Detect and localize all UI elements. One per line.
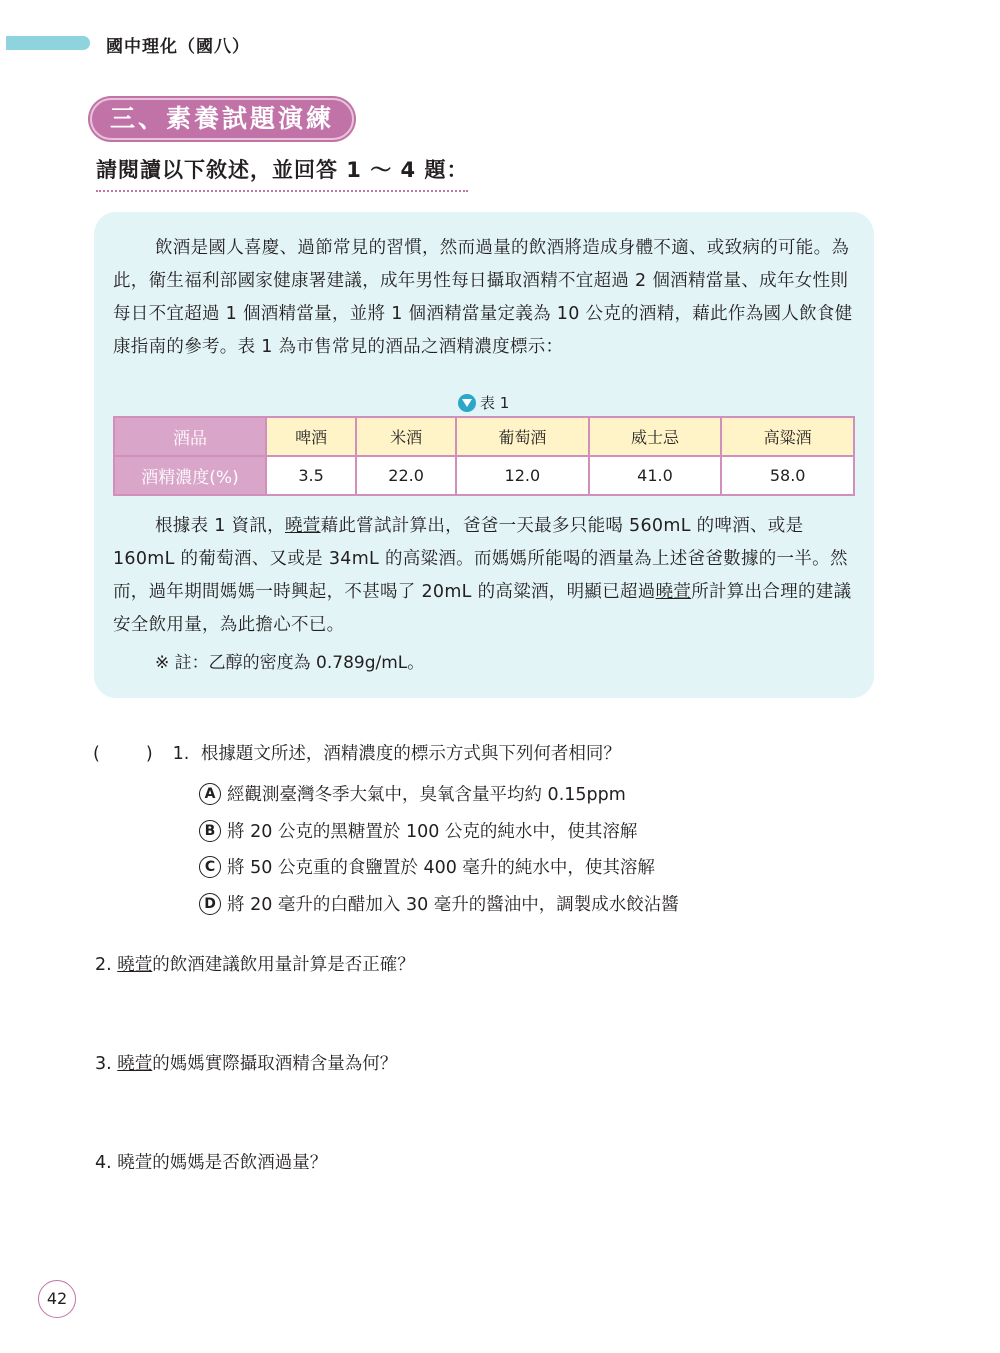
option-letter-c: C — [199, 856, 221, 878]
underlined-name: 曉萱 — [284, 516, 321, 536]
page-number: 42 — [38, 1280, 76, 1318]
answer-bracket[interactable]: ( ) — [93, 744, 153, 764]
question-number: 3. — [95, 1054, 112, 1074]
question-3 — [95, 1050, 397, 1075]
option-text: 將 20 毫升的白醋加入 30 毫升的醬油中，調製成水餃沾醬 — [227, 895, 679, 915]
header-color-bar — [6, 36, 90, 50]
option-text: 將 50 公克重的食鹽置於 400 毫升的純水中，使其溶解 — [227, 858, 655, 878]
option-letter-b: B — [199, 820, 221, 842]
table-cell-value: 3.5 — [266, 456, 356, 495]
table-cell-value: 58.0 — [721, 456, 854, 495]
question-number: 1. — [172, 744, 190, 764]
para2-text-a: 根據表 1 資訊， — [155, 516, 285, 536]
option-text: 經觀測臺灣冬季大氣中，臭氧含量平均約 0.15ppm — [227, 785, 626, 805]
table-caption-label: 表 1 — [480, 394, 510, 412]
option-c[interactable] — [199, 854, 655, 879]
option-letter-a: A — [199, 783, 221, 805]
table-cell-item: 葡萄酒 — [456, 417, 589, 456]
density-note: ※ 註：乙醇的密度為 0.789g/mL。 — [155, 653, 425, 673]
underlined-name: 曉萱 — [655, 582, 692, 602]
table-cell-item: 啤酒 — [266, 417, 356, 456]
question-4 — [95, 1149, 327, 1174]
para2-text-c: 所計算出合理的建議安全飲用量，為此擔心不已。 — [113, 582, 852, 635]
question-text: 根據題文所述，酒精濃度的標示方式與下列何者相同？ — [200, 744, 621, 764]
underlined-name: 曉萱 — [117, 1054, 153, 1074]
table-cell-item: 米酒 — [356, 417, 456, 456]
alcohol-concentration-table — [113, 416, 855, 496]
table-cell-value: 12.0 — [456, 456, 589, 495]
option-text: 將 20 公克的黑糖置於 100 公克的純水中，使其溶解 — [227, 822, 638, 842]
question-number: 2. — [95, 955, 112, 975]
question-1 — [93, 740, 621, 765]
question-text: 的媽媽實際攝取酒精含量為何？ — [152, 1054, 398, 1074]
table-caption — [458, 392, 509, 413]
question-number: 4. — [95, 1153, 112, 1173]
reading-paragraph-1 — [113, 232, 859, 364]
question-text: 的飲酒建議飲用量計算是否正確？ — [152, 955, 415, 975]
para2-text-b: 藉此嘗試計算出，爸爸一天最多只能喝 560mL 的啤酒、或是 160mL 的葡萄酒、又或是 34mL 的高粱酒。而媽媽所能喝的酒量為上述爸爸數據的一半。然而，過年期間媽媽一時興起，不甚喝了 20mL 的高粱酒，明顯已超過 — [113, 516, 848, 602]
reading-paragraph-1-text: 飲酒是國人喜慶、過節常見的習慣，然而過量的飲酒將造成身體不適、或致病的可能。為此，衛生福利部國家健康署建議，成年男性每日攝取酒精不宜超過 2 個酒精當量、成年女性則每日不宜超過 1 個酒精當量，並將 1 個酒精當量定義為 10 公克的酒精，藉此作為國人飲食健康指南的參考。表 1 為市售常見的酒品之酒精濃度標示： — [113, 238, 853, 357]
table-cell-item: 威士忌 — [589, 417, 722, 456]
question-2 — [95, 951, 415, 976]
table-cell-value: 41.0 — [589, 456, 722, 495]
option-d[interactable] — [199, 891, 679, 916]
table-row — [114, 456, 854, 495]
table-row-header: 酒品 — [114, 417, 266, 456]
option-letter-d: D — [199, 893, 221, 915]
reading-paragraph-2 — [113, 510, 859, 642]
table-cell-item: 高粱酒 — [721, 417, 854, 456]
option-a[interactable] — [199, 781, 626, 806]
table-row-header: 酒精濃度(%) — [114, 456, 266, 495]
triangle-down-icon — [458, 394, 476, 412]
table-cell-value: 22.0 — [356, 456, 456, 495]
question-text: 曉萱的媽媽是否飲酒過量？ — [117, 1153, 328, 1173]
table-row — [114, 417, 854, 456]
option-b[interactable] — [199, 818, 637, 843]
instruction-text: 請閱讀以下敘述，並回答 1 ～ 4 題： — [96, 154, 468, 192]
section-title: 三、素養試題演練 — [90, 98, 354, 140]
page-header-title: 國中理化（國八） — [106, 37, 250, 57]
underlined-name: 曉萱 — [117, 955, 153, 975]
